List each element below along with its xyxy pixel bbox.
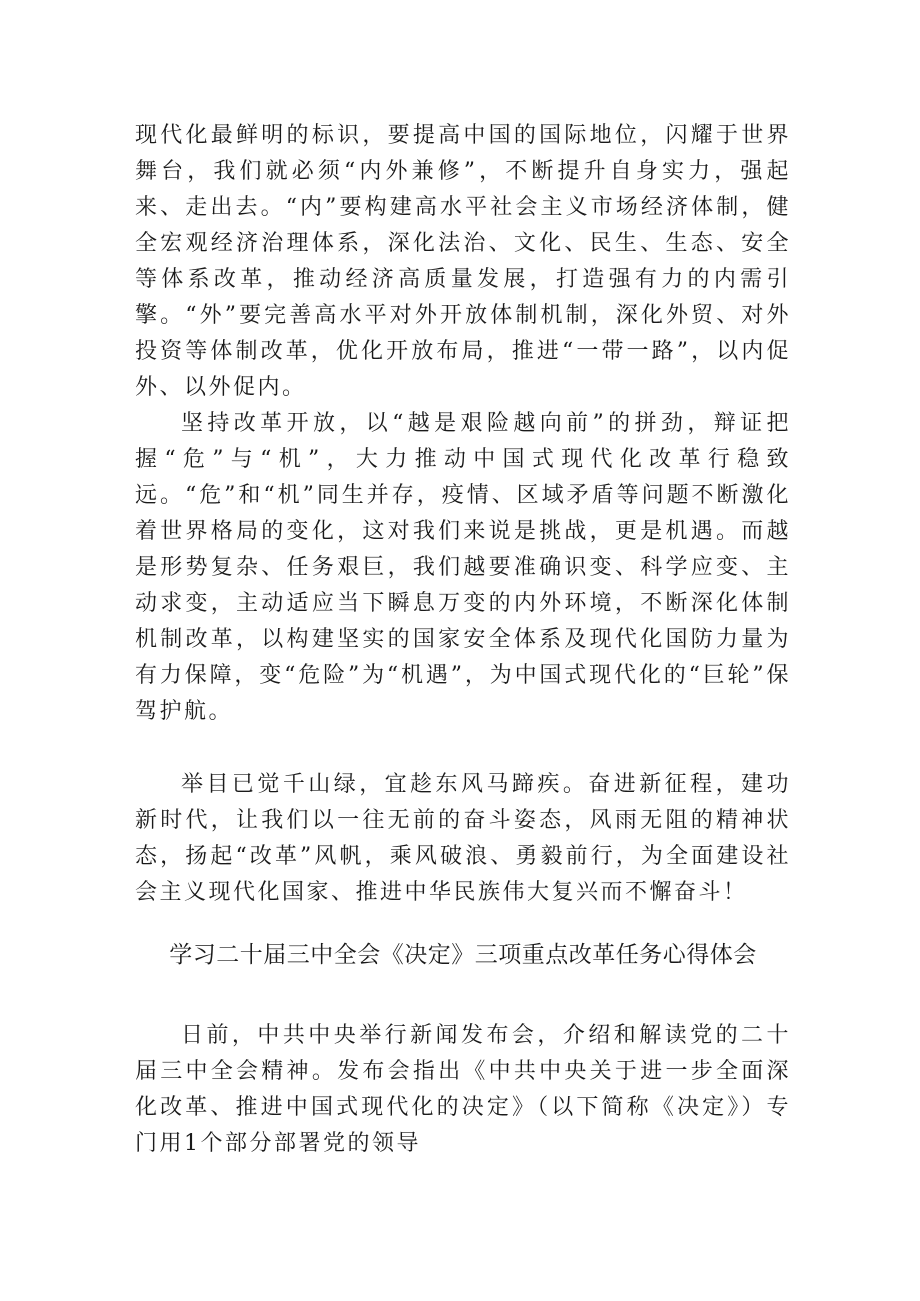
body-paragraph-1: 现代化最鲜明的标识，要提高中国的国际地位，闪耀于世界舞台，我们就必须“内外兼修”，不断提升自身实力，强起来、走出去。“内”要构建高水平社会主义市场经济体制，健全宏观经济治理体系，深化法治、文化、民生、生态、安全等体系改革，推动经济高质量发展，打造强有力的内需引擎。“外”要完善高水平对外开放体制机制，深化外贸、对外投资等体制改革，优化开放布局，推进“一带一路”，以内促外、以外促内。 bbox=[135, 123, 791, 400]
body-paragraph-3: 举目已觉千山绿，宜趁东风马蹄疾。奋进新征程，建功新时代，让我们以一往无前的奋斗姿态，风雨无阻的精神状态，扬起“改革”风帆，乘风破浪、勇毅前行，为全面建设社会主义现代化国家、推进中华民族伟大复兴而不懈奋斗！ bbox=[135, 772, 791, 905]
body-paragraph-2: 坚持改革开放，以“越是艰险越向前”的拼劲，辩证把握“危”与“机”，大力推动中国式现代化改革行稳致远。“危”和“机”同生并存，疫情、区域矛盾等问题不断激化着世界格局的变化，这对我们来说是挑战，更是机遇。而越是形势复杂、任务艰巨，我们越要准确识变、科学应变、主动求变，主动适应当下瞬息万变的内外环境，不断深化体制机制改革，以构建坚实的国家安全体系及现代化国防力量为有力保障，变“危险”为“机遇”，为中国式现代化的“巨轮”保驾护航。 bbox=[135, 411, 791, 724]
section-heading: 学习二十届三中全会《决定》三项重点改革任务心得体会 bbox=[169, 942, 757, 968]
intro-paragraph: 日前，中共中央举行新闻发布会，介绍和解读党的二十届三中全会精神。发布会指出《中共中央关于进一步全面深化改革、推进中国式现代化的决定》（以下简称《决定》）专门用1个部分部署党的领导 bbox=[135, 1023, 791, 1156]
